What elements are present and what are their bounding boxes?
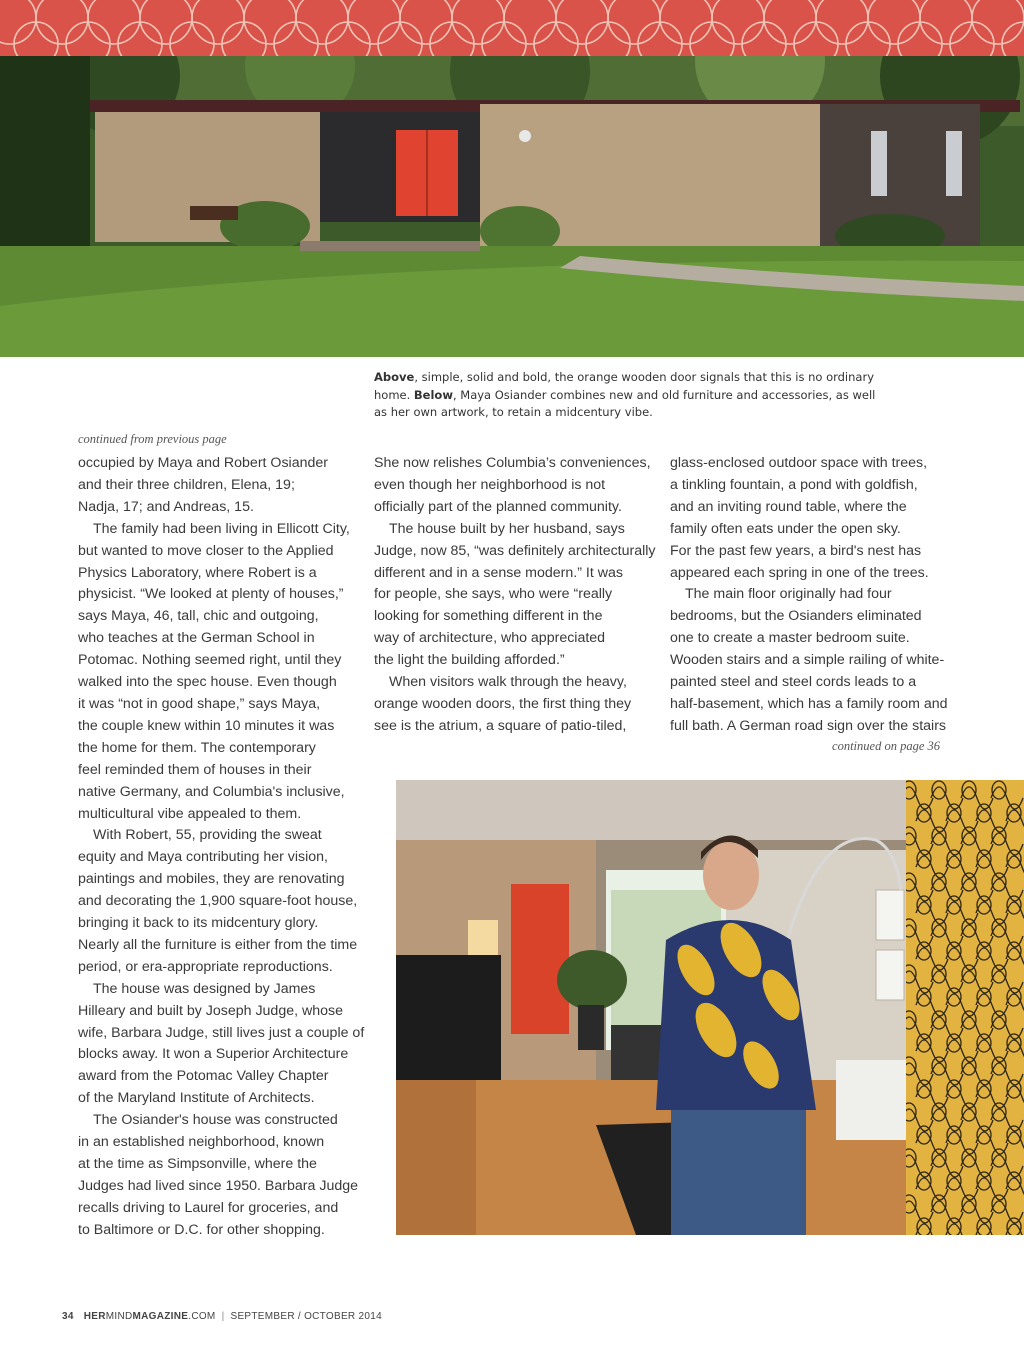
- article-line: wife, Barbara Judge, still lives just a couple of: [78, 1024, 365, 1041]
- article-line: award from the Potomac Valley Chapter: [78, 1068, 329, 1085]
- article-line: says Maya, 46, tall, chic and outgoing,: [78, 608, 319, 625]
- article-line: Potomac. Nothing seemed right, until they: [78, 652, 342, 669]
- caption-above-text: , simple, solid and bold, the orange wooden door signals that this is no ordinary home.: [374, 370, 875, 402]
- article-line: period, or era-appropriate reproductions.: [78, 958, 333, 975]
- article-line: and decorating the 1,900 square-foot house,: [78, 893, 358, 910]
- article-line: recalls driving to Laurel for groceries, and: [78, 1199, 339, 1216]
- article-line: painted steel and steel cords leads to a: [670, 674, 917, 691]
- article-line: but wanted to move closer to the Applied: [78, 542, 334, 559]
- article-line: way of architecture, who appreciated: [374, 630, 606, 647]
- article-line: the couple knew within 10 minutes it was: [78, 717, 335, 734]
- article-line: With Robert, 55, providing the sweat: [93, 827, 322, 844]
- article-line: the home for them. The contemporary: [78, 739, 316, 756]
- article-line: Hilleary and built by Joseph Judge, whose: [78, 1002, 343, 1019]
- article-column-2: [374, 453, 659, 738]
- article-line: in an established neighborhood, known: [78, 1134, 325, 1151]
- article-line: The house was designed by James: [93, 980, 316, 997]
- article-line: see is the atrium, a square of patio-tiled,: [374, 717, 627, 734]
- article-line: of the Maryland Institute of Architects.: [78, 1090, 315, 1107]
- article-line: When visitors walk through the heavy,: [389, 674, 627, 691]
- house-exterior-photo: [0, 56, 1024, 357]
- publication-name-part2: MIND: [105, 1311, 133, 1322]
- photo-caption: [374, 369, 884, 422]
- decorative-pattern-yellow: [906, 780, 1024, 1235]
- caption-below-text: , Maya Osiander combines new and old furniture and accessories, as well as her own artwork, to retain a midcentury vibe.: [374, 387, 876, 419]
- article-line: it was “not in good shape,” says Maya,: [78, 695, 321, 712]
- article-line: Physics Laboratory, where Robert is a: [78, 564, 317, 581]
- article-line: bringing it back to its midcentury glory.: [78, 915, 319, 932]
- article-line: For the past few years, a bird's nest has: [670, 542, 922, 559]
- article-line: appeared each spring in one of the trees.: [670, 564, 929, 581]
- article-line: family often eats under the open sky.: [670, 520, 901, 537]
- caption-above-lead: Above: [374, 370, 415, 384]
- article-line: officially part of the planned community.: [374, 498, 622, 515]
- article-line: The main floor originally had four: [685, 586, 892, 603]
- article-line: who teaches at the German School in: [78, 630, 315, 647]
- article-column-3: [670, 453, 955, 738]
- article-column-1: [78, 453, 363, 1242]
- article-line: feel reminded them of houses in their: [78, 761, 312, 778]
- article-line: blocks away. It won a Superior Architecture: [78, 1046, 349, 1063]
- publication-name-part4: .COM: [188, 1311, 216, 1322]
- article-line: Nearly all the furniture is either from the time: [78, 936, 358, 953]
- article-line: to Baltimore or D.C. for other shopping.: [78, 1221, 325, 1238]
- article-line: different and in a sense modern.” It was: [374, 564, 623, 581]
- article-line: The house built by her husband, says: [389, 520, 625, 537]
- article-line: native Germany, and Columbia's inclusive,: [78, 783, 345, 800]
- article-line: Judges had lived since 1950. Barbara Judge: [78, 1177, 359, 1194]
- article-line: at the time as Simpsonville, where the: [78, 1156, 317, 1172]
- article-line: equity and Maya contributing her vision,: [78, 849, 328, 866]
- article-line: multicultural vibe appealed to them.: [78, 805, 302, 822]
- article-line: and their three children, Elena, 19;: [78, 476, 295, 493]
- article-line: even though her neighborhood is not: [374, 476, 606, 493]
- article-line: paintings and mobiles, they are renovating: [78, 871, 345, 888]
- article-line: physicist. “We looked at plenty of houses,”: [78, 586, 344, 603]
- article-line: a tinkling fountain, a pond with goldfish,: [670, 476, 918, 493]
- article-line: looking for something different in the: [374, 608, 603, 625]
- article-line: She now relishes Columbia’s conveniences,: [374, 455, 651, 471]
- article-line: half-basement, which has a family room and: [670, 695, 948, 712]
- article-line: the light the building afforded.”: [374, 652, 565, 669]
- continued-on-note: continued on page 36: [832, 739, 940, 753]
- article-line: full bath. A German road sign over the stairs: [670, 717, 947, 734]
- publication-name-part3: MAGAZINE: [132, 1311, 189, 1322]
- article-line: glass-enclosed outdoor space with trees,: [670, 455, 928, 471]
- decorative-pattern-band: [0, 0, 1024, 56]
- caption-below-lead: Below: [413, 387, 453, 402]
- page-footer: [62, 1311, 382, 1322]
- article-line: Judge, now 85, “was definitely architecturally: [374, 542, 656, 559]
- article-line: one to create a master bedroom suite.: [670, 630, 910, 647]
- issue-date: SEPTEMBER / OCTOBER 2014: [230, 1311, 382, 1322]
- publication-name-part1: HER: [83, 1311, 106, 1322]
- loop-pattern-graphic: [0, 0, 1024, 56]
- continued-from-note: continued from previous page: [78, 432, 227, 446]
- article-line: bedrooms, but the Osianders eliminated: [670, 608, 922, 625]
- article-line: occupied by Maya and Robert Osiander: [78, 455, 328, 471]
- article-line: Nadja, 17; and Andreas, 15.: [78, 498, 254, 515]
- loop-pattern-graphic-yellow: [906, 780, 1024, 1235]
- article-line: orange wooden doors, the first thing they: [374, 695, 632, 712]
- article-line: walked into the spec house. Even though: [78, 674, 337, 691]
- article-line: for people, she says, who were “really: [374, 586, 613, 603]
- page-number: 34: [62, 1311, 74, 1322]
- living-room-portrait-photo: [396, 780, 906, 1235]
- article-line: The family had been living in Ellicott City,: [93, 520, 350, 537]
- article-line: The Osiander's house was constructed: [93, 1112, 338, 1129]
- article-line: Wooden stairs and a simple railing of white-: [670, 652, 945, 669]
- footer-separator: |: [221, 1311, 225, 1322]
- article-line: and an inviting round table, where the: [670, 498, 907, 515]
